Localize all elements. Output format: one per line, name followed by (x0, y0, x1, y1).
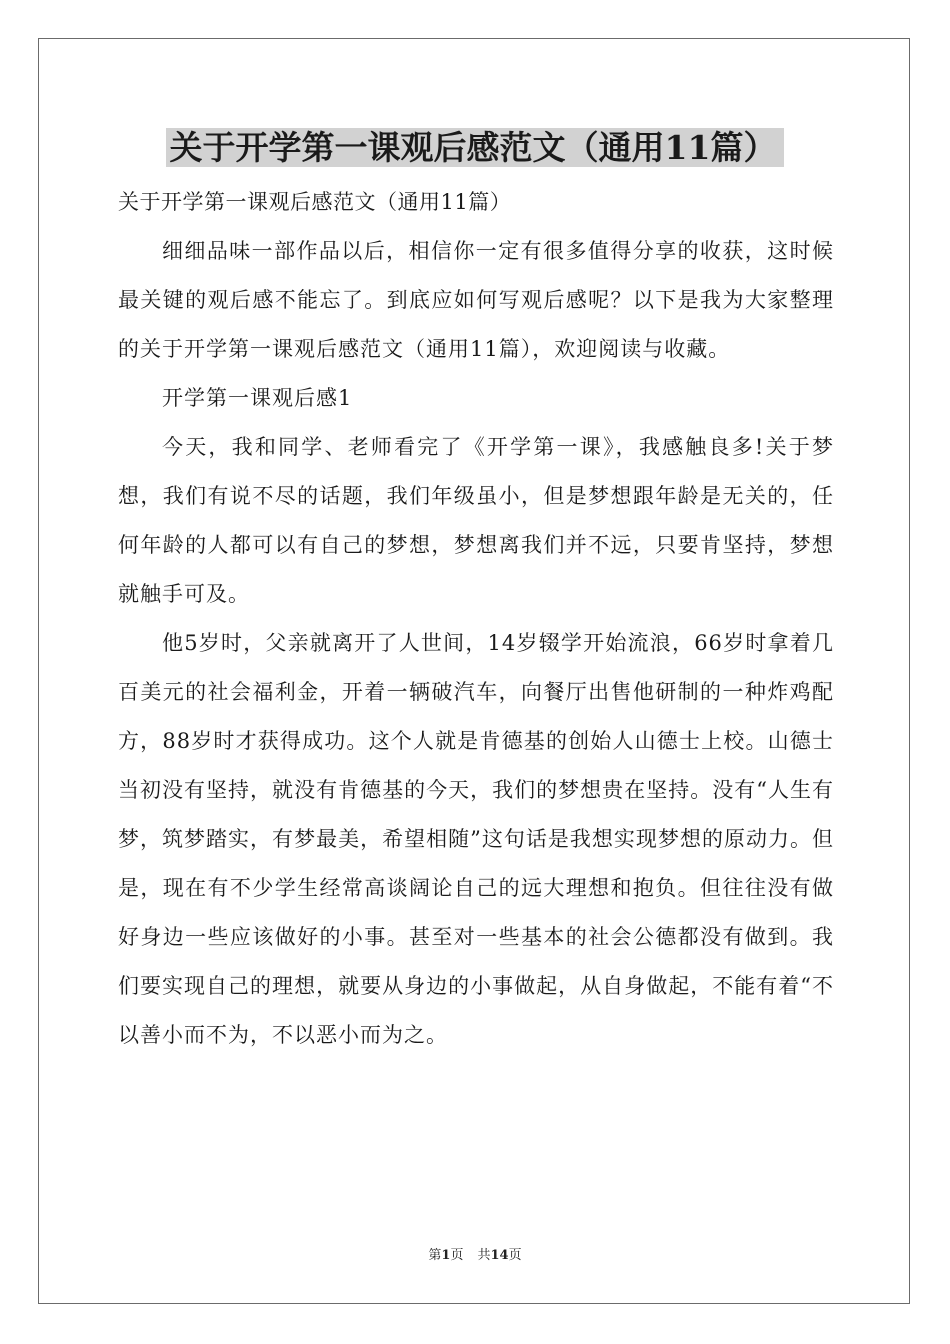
document-subtitle: 关于开学第一课观后感范文（通用11篇） (118, 190, 512, 214)
body-paragraph: 今天，我和同学、老师看完了《开学第一课》，我感触良多!关于梦想，我们有说不尽的话题，我们年级虽小，但是梦想跟年龄是无关的，任何年龄的人都可以有自己的梦想，梦想离我们并不远，只要肯坚持，梦想就触手可及。 (118, 435, 834, 606)
document-title-text: 关于开学第一课观后感范文（通用11篇） (166, 128, 785, 167)
section-heading: 开学第一课观后感1 (162, 386, 353, 410)
document-body (118, 178, 834, 1060)
document-title (0, 124, 950, 172)
intro-paragraph: 细细品味一部作品以后，相信你一定有很多值得分享的收获，这时候最关键的观后感不能忘了。到底应如何写观后感呢？以下是我为大家整理的关于开学第一课观后感范文（通用11篇），欢迎阅读与收藏。 (118, 239, 834, 361)
total-pages: 14 (490, 1248, 509, 1263)
page-number: 1 (441, 1248, 451, 1263)
page-footer (0, 1246, 950, 1266)
page-suffix: 页 (450, 1248, 464, 1263)
total-suffix: 页 (508, 1248, 522, 1263)
total-prefix: 共 (477, 1248, 491, 1263)
page-prefix: 第 (428, 1248, 442, 1263)
body-paragraph: 他5岁时，父亲就离开了人世间，14岁辍学开始流浪，66岁时拿着几百美元的社会福利金，开着一辆破汽车，向餐厅出售他研制的一种炸鸡配方，88岁时才获得成功。这个人就是肯德基的创始人山德士上校。山德士当初没有坚持，就没有肯德基的今天，我们的梦想贵在坚持。没有“人生有梦，筑梦踏实，有梦最美，希望相随”这句话是我想实现梦想的原动力。但是，现在有不少学生经常高谈阔论自己的远大理想和抱负。但往往没有做好身边一些应该做好的小事。甚至对一些基本的社会公德都没有做到。我们要实现自己的理想，就要从身边的小事做起，从自身做起，不能有着“不以善小而不为，不以恶小而为之。 (118, 631, 834, 1047)
